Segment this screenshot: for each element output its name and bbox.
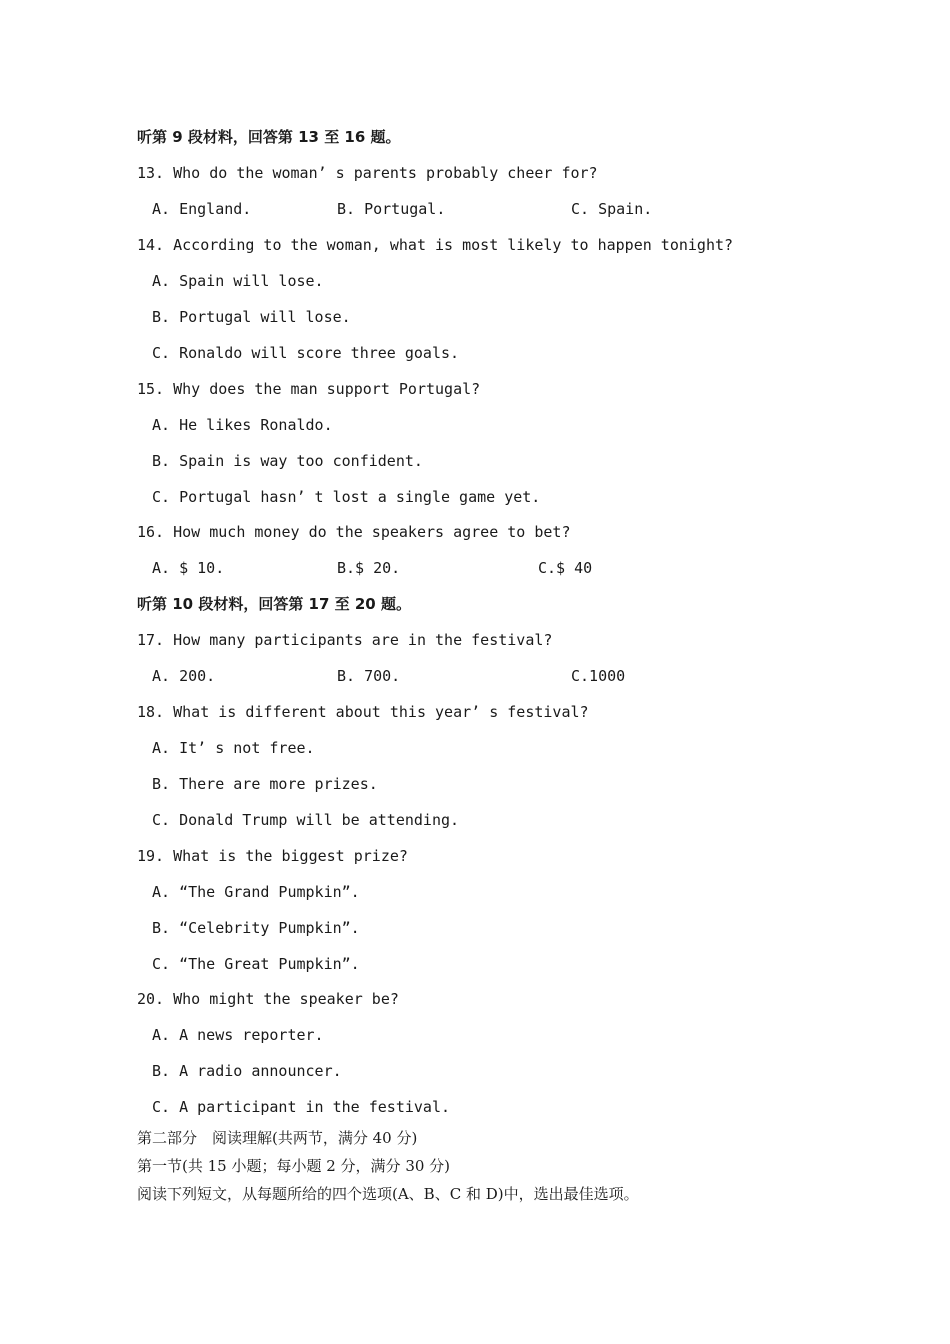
question-20-option-b: B. A radio announcer. (152, 1062, 342, 1080)
question-17-option-c: C.1000 (571, 667, 626, 685)
question-13-option-c: C. Spain. (571, 200, 653, 218)
question-14-option-c: C. Ronaldo will score three goals. (152, 344, 460, 362)
question-19-option-c: C. “The Great Pumpkin”. (152, 955, 360, 973)
question-17-option-b: B. 700. (337, 667, 401, 685)
question-13-stem: 13. Who do the woman’ s parents probably cheer for? (137, 164, 598, 182)
question-16-stem: 16. How much money do the speakers agree to bet? (137, 523, 571, 541)
question-19-stem: 19. What is the biggest prize? (137, 847, 408, 865)
question-18-option-c: C. Donald Trump will be attending. (152, 811, 460, 829)
question-17-stem: 17. How many participants are in the festival? (137, 631, 553, 649)
part-2-section-1: 第一节(共 15 小题；每小题 2 分，满分 30 分) (137, 1157, 451, 1175)
question-20-stem: 20. Who might the speaker be? (137, 990, 399, 1008)
section-heading-9: 听第 9 段材料，回答第 13 至 16 题。 (137, 128, 401, 146)
question-14-option-a: A. Spain will lose. (152, 272, 324, 290)
question-16-option-a: A. $ 10. (152, 559, 225, 577)
question-14-stem: 14. According to the woman, what is most likely to happen tonight? (137, 236, 734, 254)
question-13-option-b: B. Portugal. (337, 200, 446, 218)
question-17-option-a: A. 200. (152, 667, 216, 685)
question-13-option-a: A. England. (152, 200, 252, 218)
question-16-option-b: B.$ 20. (337, 559, 401, 577)
question-18-option-a: A. It’ s not free. (152, 739, 315, 757)
question-18-stem: 18. What is different about this year’ s festival? (137, 703, 589, 721)
question-15-option-c: C. Portugal hasn’ t lost a single game yet. (152, 488, 541, 506)
question-19-option-b: B. “Celebrity Pumpkin”. (152, 919, 360, 937)
question-15-stem: 15. Why does the man support Portugal? (137, 380, 481, 398)
part-2-title: 第二部分 阅读理解(共两节，满分 40 分) (137, 1129, 418, 1147)
question-18-option-b: B. There are more prizes. (152, 775, 378, 793)
question-15-option-a: A. He likes Ronaldo. (152, 416, 333, 434)
question-20-option-c: C. A participant in the festival. (152, 1098, 451, 1116)
question-16-option-c: C.$ 40 (538, 559, 593, 577)
question-19-option-a: A. “The Grand Pumpkin”. (152, 883, 360, 901)
question-15-option-b: B. Spain is way too confident. (152, 452, 423, 470)
question-14-option-b: B. Portugal will lose. (152, 308, 351, 326)
question-20-option-a: A. A news reporter. (152, 1026, 324, 1044)
section-heading-10: 听第 10 段材料，回答第 17 至 20 题。 (137, 595, 411, 613)
part-2-instruction: 阅读下列短文，从每题所给的四个选项(A、B、C 和 D)中，选出最佳选项。 (137, 1185, 639, 1203)
